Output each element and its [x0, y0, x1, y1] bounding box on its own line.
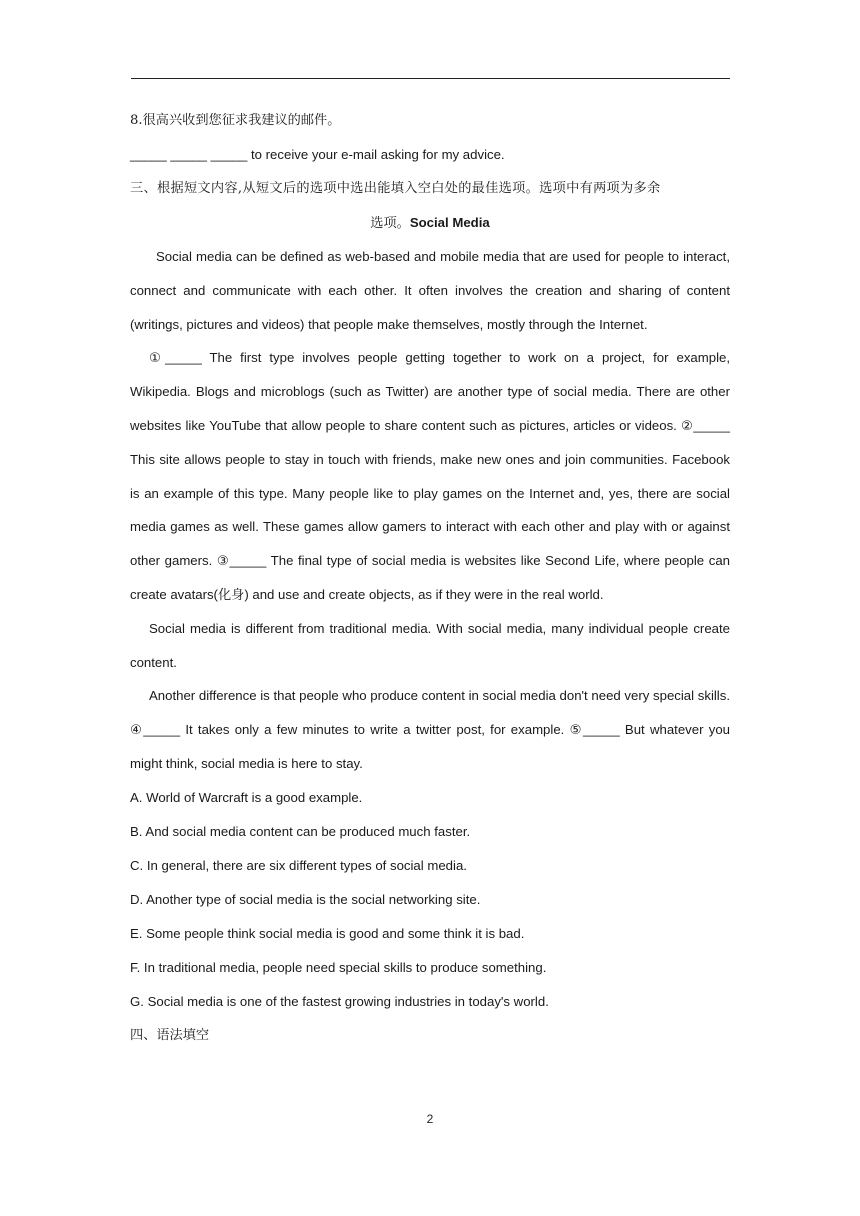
- section4-heading: 四、语法填空: [130, 1027, 210, 1043]
- option-f: F. In traditional media, people need special skills to produce something.: [130, 959, 547, 975]
- section3-heading: 三、根据短文内容,从短文后的选项中选出能填入空白处的最佳选项。选项中有两项为多余: [130, 181, 661, 196]
- item8-prompt: 8.很高兴收到您征求我建议的邮件。: [130, 113, 341, 128]
- option-e: E. Some people think social media is good and some think it is bad.: [130, 925, 525, 941]
- header-rule: [131, 78, 730, 79]
- item8-answer-line: _____ _____ _____ to receive your e-mail asking for my advice.: [130, 147, 505, 162]
- passage-title: Social Media: [409, 215, 490, 230]
- option-g: G. Social media is one of the fastest growing industries in today's world.: [130, 993, 549, 1009]
- passage-paragraph-4: Another difference is that people who produce content in social media don't need very special skills. ④_____ It takes only a few minutes to write a twitter post, for example. ⑤_____ But whatever you might think, social media is here to stay.: [130, 688, 730, 771]
- section3-title-line: [130, 206, 730, 240]
- option-a: A. World of Warcraft is a good example.: [130, 789, 363, 805]
- section3-heading-cont: 选项。: [370, 216, 410, 231]
- passage-paragraph-2: ①_____ The first type involves people getting together to work on a project, for example, Wikipedia. Blogs and microblogs (such as Twitter) are another type of social media. There are other websites like YouTube that allow people to share content such as pictures, articles or videos. ②_____ This site allows people to stay in touch with friends, make new ones and join communities. Facebook is an example of this type. Many people like to play games on the Internet and, yes, there are social media games as well. These games allow gamers to interact with each other and play with or against other gamers. ③_____ The final type of social media is websites like Second Life, where people can create avatars(化身) and use and create objects, as if they were in the real world.: [130, 350, 730, 602]
- option-c: C. In general, there are six different types of social media.: [130, 857, 467, 873]
- page-number: 2: [426, 1112, 434, 1126]
- option-d: D. Another type of social media is the social networking site.: [130, 891, 481, 907]
- passage-paragraph-1: Social media can be defined as web-based and mobile media that are used for people to interact, connect and communicate with each other. It often involves the creation and sharing of content (writings, pictures and videos) that people make themselves, mostly through the Internet.: [130, 249, 730, 332]
- passage-paragraph-3: Social media is different from traditional media. With social media, many individual people create content.: [130, 620, 730, 670]
- option-b: B. And social media content can be produced much faster.: [130, 823, 471, 839]
- page-content: [130, 104, 730, 1053]
